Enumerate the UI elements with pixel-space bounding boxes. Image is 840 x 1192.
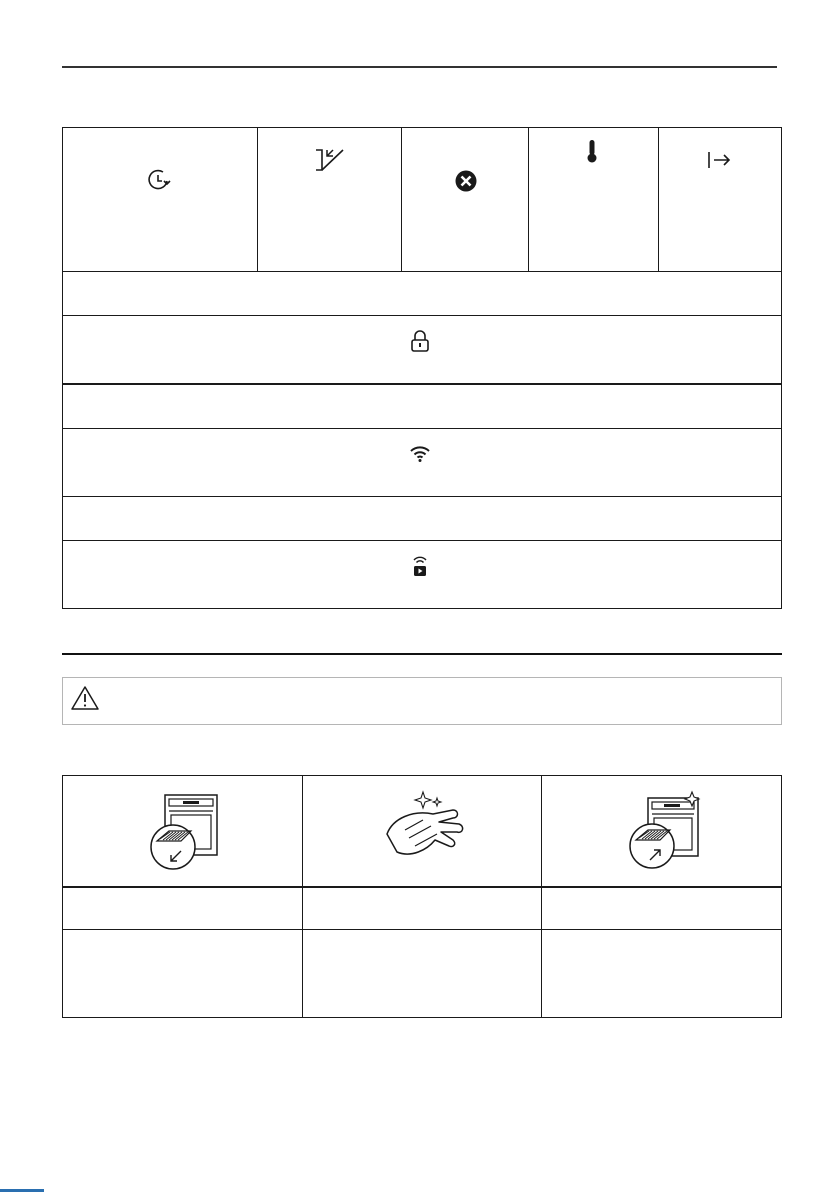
row-lock-label	[63, 272, 782, 316]
cell-thermometer	[528, 128, 659, 272]
timer-clock-icon	[147, 168, 173, 192]
cancel-x-icon	[454, 169, 478, 193]
remote-start-icon	[411, 555, 429, 577]
oven-insert-shelf-icon	[622, 790, 706, 870]
row-wifi-icon	[63, 429, 782, 497]
section-rule	[62, 653, 782, 655]
arrow-right-bar-icon	[706, 150, 732, 170]
cleaning-steps-table	[62, 775, 782, 1018]
cell-door	[258, 128, 402, 272]
warning-box	[62, 677, 782, 725]
step-1-label	[63, 887, 303, 930]
row-remote-label	[63, 497, 782, 541]
step-2-text	[302, 930, 542, 1018]
step-1-text	[63, 930, 303, 1018]
cell-cancel	[402, 128, 529, 272]
cell-next	[659, 128, 782, 272]
oven-remove-shelf-icon	[139, 791, 223, 871]
child-lock-icon	[409, 330, 431, 352]
step-3-label	[542, 887, 782, 930]
warning-triangle-icon	[70, 685, 100, 711]
step-clean-by-hand	[302, 776, 542, 888]
row-lock-icon	[63, 316, 782, 385]
step-3-text	[542, 930, 782, 1018]
header-rule	[62, 66, 777, 68]
hand-cleaning-icon	[383, 788, 467, 868]
thermometer-icon	[584, 138, 600, 164]
step-remove-shelf	[63, 776, 303, 888]
step-insert-shelf	[542, 776, 782, 888]
row-remote-icon	[63, 541, 782, 609]
step-2-label	[302, 887, 542, 930]
display-indicators-table	[62, 127, 782, 609]
door-open-icon	[313, 146, 347, 174]
cell-timer	[63, 128, 258, 272]
row-wifi-label	[63, 384, 782, 429]
wifi-icon	[409, 443, 431, 463]
